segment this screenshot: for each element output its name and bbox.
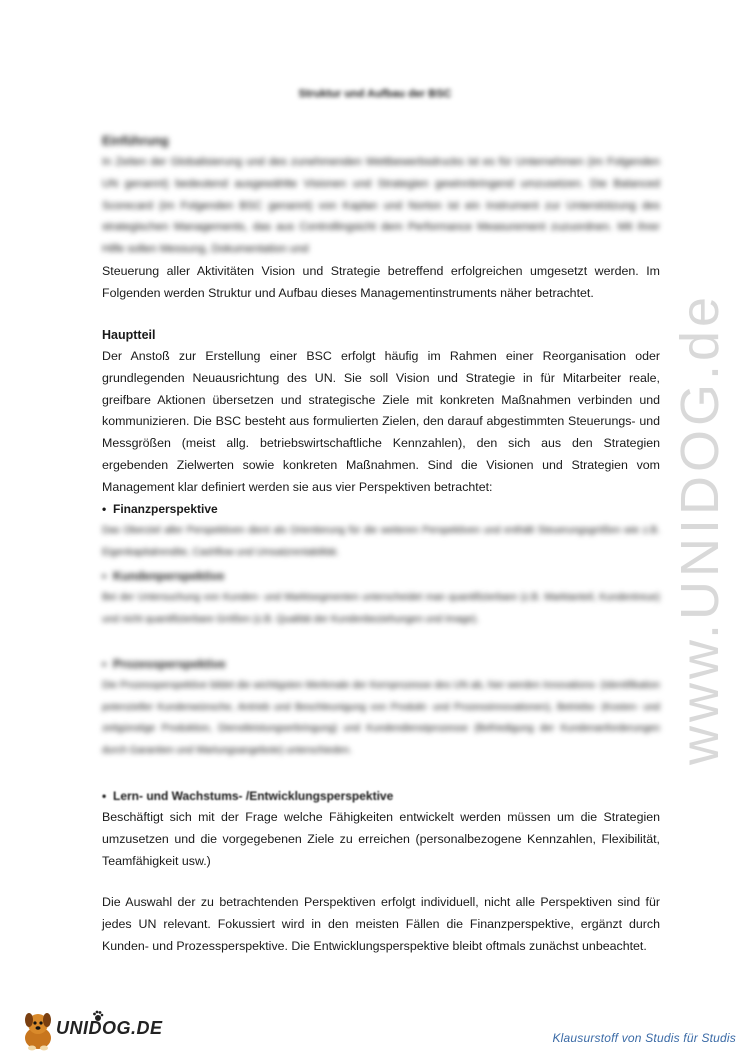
perspective-heading [102,653,660,675]
perspective-kunden [102,565,660,630]
intro-clear-text: Steuerung aller Aktivitäten Vision und Strategie betreffend erfolgreichen umgesetzt werden. Im Folgenden werden Struktur und Aufbau dieses Managementinstruments näher betrachtet. [102,263,660,300]
bullet-icon: • [102,657,107,671]
perspective-heading [102,785,660,807]
intro-section [102,130,660,305]
bullet-icon: • [102,502,107,516]
main-section [102,324,660,499]
perspective-heading [102,498,660,520]
perspective-entwicklung [102,785,660,872]
bullet-icon: • [102,789,107,803]
perspective-title: Prozessperspektive [113,657,226,671]
intro-heading: Einführung [102,134,169,148]
perspective-text: Das Oberziel aller Perspektiven dient als Orientierung für die weiteren Perspektiven und enthält Steuerungsgrößen wie z.B. Eigenkapitalrendite, Cashflow und Umsatzrentabilität. [102,525,660,558]
footer-tagline: Klausurstoff von Studis für Studis [552,1031,736,1045]
dog-mascot-icon [18,1008,58,1052]
closing-text: Die Auswahl der zu betrachtenden Perspektiven erfolgt individuell, nicht alle Perspektiven sind für jedes UN relevant. Fokussiert wird in den meisten Fällen die Finanzperspektive, ergänzt durch Kunden- und Prozessperspektive. Die Entwicklungsperspektive bleibt oftmals zunächst unbeachtet. [102,895,660,953]
perspective-title: Finanzperspektive [113,502,218,516]
bullet-icon: • [102,569,107,583]
watermark-text: www.UNIDOG.de [670,292,730,765]
closing-section [102,892,660,957]
perspective-title: Lern- und Wachstums- /Entwicklungsperspektive [113,789,394,803]
perspective-text: Bei der Untersuchung von Kunden- und Marktsegmenten unterscheidet man quantifizierbare (z.B. Marktanteil, Kundentreue) und nicht quantifizierbare Größen (z.B. Qualität der Kundenbeziehungen und Image). [102,592,660,625]
main-text: Der Anstoß zur Erstellung einer BSC erfolgt häufig im Rahmen einer Reorganisation oder grundlegenden Neuausrichtung des UN. Sie soll Vision und Strategie in für Mitarbeiter reale, greifbare Aktionen übersetzen und strategische Ziele mit konkreten Maßnahmen verbinden und kommunizieren. Die BSC besteht aus formulierten Zielen, den darauf abgestimmten Steuerungs- und Messgrößen (meist allg. betriebswirtschaftliche Kennzahlen), den sich aus den Strategien ergebenden Zielwerten sowie konkreten Maßnahmen. Sind die Visionen und Strategien vom Management klar definiert werden sie aus vier Perspektiven betrachtet: [102,349,660,494]
perspective-text: Beschäftigt sich mit der Frage welche Fähigkeiten entwickelt werden müssen um die Strategien umzusetzen und die vorgegebenen Ziele zu erreichen (personalbezogene Kennzahlen, Flexibilität, Teamfähigkeit usw.) [102,810,660,868]
document-title: Struktur und Aufbau der BSC [298,88,452,100]
perspective-prozess [102,653,660,761]
perspective-title: Kundenperspektive [113,569,225,583]
perspective-text: Die Prozessperspektive bildet die wichtigsten Merkmale der Kernprozesse des UN ab, hier werden Innovations- (Identifikation potenzieller Kundenwünsche, Antrieb und Beschleunigung von Produkt- und Prozessinnovationen), Betriebs- (Kosten- und zeitgünstige Produktion, Dienstleistungserbringung) und Kundendienstprozesse (Befriedigung der Kundenanforderungen durch Garantien und Wartungsangebote) unterschieden. [102,680,660,756]
logo-wordmark: UNIDOG.DE [56,1018,163,1038]
perspective-finanz [102,498,660,563]
unidog-logo [18,1006,188,1054]
intro-blurred-text: In Zeiten der Globalisierung und des zunehmenden Wettbewerbsdrucks ist es für Unternehmen (im Folgenden UN genannt) bedeutend ausgewählte Visionen und Strategien gewinnbringend umzusetzen. Die Balanced Scorecard (im Folgenden BSC genannt) von Kaplan und Norton ist ein Instrument zur Unterstützung des strategischen Managements, das aus Controllingsicht dem Performance Measurement zuzuordnen. Mit ihrer Hilfe sollen Messung, Dokumentation und [102,156,660,256]
perspective-heading [102,565,660,587]
main-heading: Hauptteil [102,328,156,342]
